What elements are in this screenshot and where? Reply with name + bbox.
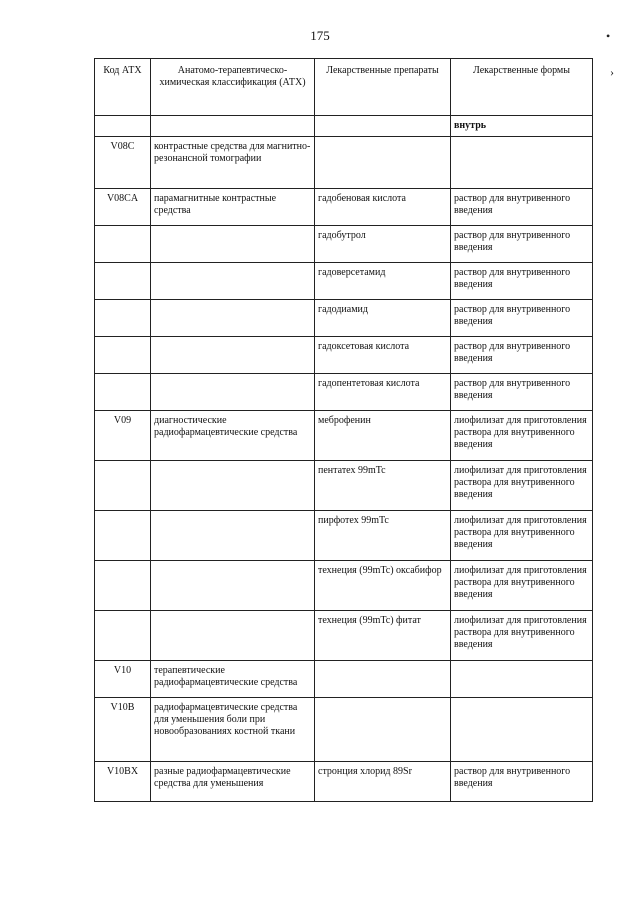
dosage-form: раствор для внутривенного введения	[451, 337, 593, 374]
dosage-form: лиофилизат для приготовления раствора для внутривенного введения	[451, 561, 593, 611]
table-row	[95, 611, 593, 661]
header-drugs: Лекарственные препараты	[315, 59, 451, 116]
drug-name	[315, 698, 451, 762]
drug-name	[315, 137, 451, 189]
atx-code	[95, 337, 151, 374]
dosage-form: лиофилизат для приготовления раствора для внутривенного введения	[451, 461, 593, 511]
classification	[151, 374, 315, 411]
dosage-form: раствор для внутривенного введения	[451, 189, 593, 226]
drug-name: гадодиамид	[315, 300, 451, 337]
header-atx-code: Код АТХ	[95, 59, 151, 116]
dosage-form: раствор для внутривенного введения	[451, 300, 593, 337]
atx-code	[95, 611, 151, 661]
classification: контрастные средства для магнитно-резонансной томографии	[151, 137, 315, 189]
table-row	[95, 116, 593, 137]
atx-code: V08CA	[95, 189, 151, 226]
table-row	[95, 226, 593, 263]
dosage-form: раствор для внутривенного введения	[451, 762, 593, 802]
drug-name: гадоверсетамид	[315, 263, 451, 300]
atx-table	[94, 58, 593, 802]
table-row	[95, 411, 593, 461]
dosage-form: лиофилизат для приготовления раствора для внутривенного введения	[451, 411, 593, 461]
classification	[151, 300, 315, 337]
atx-code	[95, 263, 151, 300]
table-row	[95, 561, 593, 611]
table-header-row	[95, 59, 593, 116]
atx-code	[95, 374, 151, 411]
classification	[151, 226, 315, 263]
dosage-form: внутрь	[451, 116, 593, 137]
header-forms: Лекарственные формы	[451, 59, 593, 116]
table-row	[95, 337, 593, 374]
dosage-form	[451, 137, 593, 189]
classification: радиофармацевтические средства для уменьшения боли при новообразованиях костной ткани	[151, 698, 315, 762]
table-row	[95, 698, 593, 762]
drug-name: технеция (99mTc) оксабифор	[315, 561, 451, 611]
atx-code	[95, 116, 151, 137]
drug-name: стронция хлорид 89Sr	[315, 762, 451, 802]
drug-name: технеция (99mTc) фитат	[315, 611, 451, 661]
atx-code: V10	[95, 661, 151, 698]
drug-name: пентатех 99mTc	[315, 461, 451, 511]
drug-name: гадобутрол	[315, 226, 451, 263]
drug-name: гадобеновая кислота	[315, 189, 451, 226]
atx-code	[95, 561, 151, 611]
margin-mark-arrow: ›	[610, 65, 614, 79]
atx-code	[95, 300, 151, 337]
dosage-form	[451, 698, 593, 762]
classification: парамагнитные контрастные средства	[151, 189, 315, 226]
atx-code	[95, 226, 151, 263]
table-row	[95, 189, 593, 226]
table-row	[95, 511, 593, 561]
classification: разные радиофармацевтические средства для уменьшения	[151, 762, 315, 802]
dosage-form: лиофилизат для приготовления раствора для внутривенного введения	[451, 511, 593, 561]
header-classification: Анатомо-терапевтическо-химическая классификация (АТХ)	[151, 59, 315, 116]
atx-code	[95, 511, 151, 561]
atx-code: V10BX	[95, 762, 151, 802]
classification	[151, 337, 315, 374]
classification: диагностические радиофармацевтические средства	[151, 411, 315, 461]
margin-mark-dot: •	[606, 29, 611, 43]
classification	[151, 561, 315, 611]
table-row	[95, 762, 593, 802]
table-row	[95, 461, 593, 511]
classification	[151, 116, 315, 137]
table-row	[95, 263, 593, 300]
dosage-form: раствор для внутривенного введения	[451, 226, 593, 263]
atx-code: V08C	[95, 137, 151, 189]
table-row	[95, 661, 593, 698]
drug-name	[315, 661, 451, 698]
dosage-form: лиофилизат для приготовления раствора для внутривенного введения	[451, 611, 593, 661]
classification	[151, 461, 315, 511]
drug-name: гадопентетовая кислота	[315, 374, 451, 411]
classification	[151, 263, 315, 300]
table-row	[95, 137, 593, 189]
atx-code: V10B	[95, 698, 151, 762]
dosage-form: раствор для внутривенного введения	[451, 374, 593, 411]
atx-code: V09	[95, 411, 151, 461]
classification	[151, 611, 315, 661]
dosage-form	[451, 661, 593, 698]
table-row	[95, 374, 593, 411]
atx-code	[95, 461, 151, 511]
page-number: 175	[310, 28, 330, 43]
table-row	[95, 300, 593, 337]
classification	[151, 511, 315, 561]
drug-name	[315, 116, 451, 137]
drug-name: пирфотех 99mTc	[315, 511, 451, 561]
drug-name: гадоксетовая кислота	[315, 337, 451, 374]
drug-name: меброфенин	[315, 411, 451, 461]
classification: терапевтические радиофармацевтические средства	[151, 661, 315, 698]
dosage-form: раствор для внутривенного введения	[451, 263, 593, 300]
